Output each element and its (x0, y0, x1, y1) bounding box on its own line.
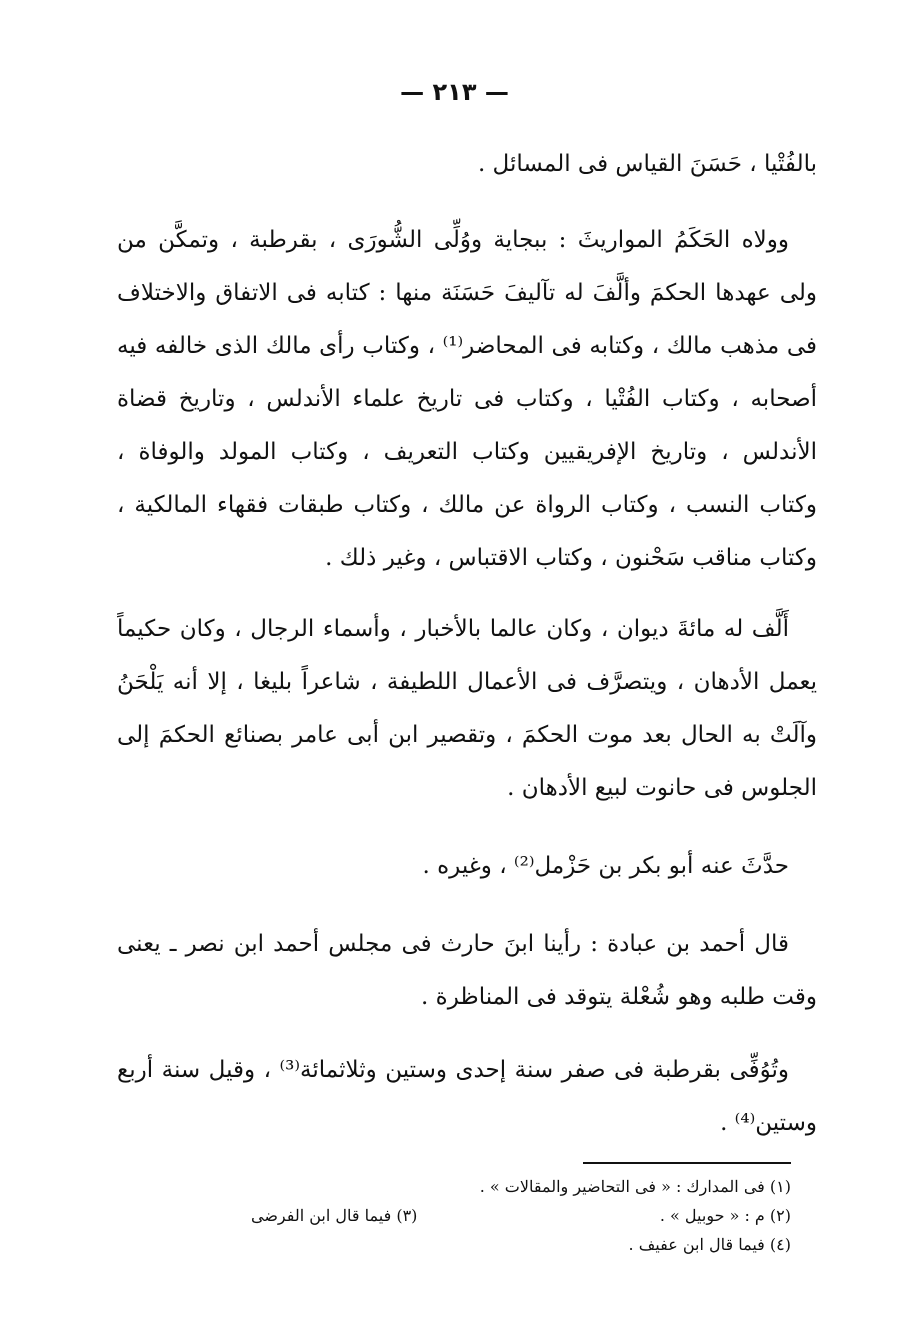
footnote-row (251, 1201, 791, 1230)
paragraph-5 (117, 918, 817, 1024)
text-line: وولاه الحَكَمُ المواريثَ : ببجاية ووُلِّى الشُّورَى ، بقرطبة ، وتمكَّن من (117, 227, 789, 253)
text-line: فى مذهب مالك ، وكتابه فى المحاضر⁽¹⁾ ، وكتاب رأى مالك الذى خالفه فيه (117, 333, 817, 359)
footnote-3: (٣) فيما قال ابن الفرضى (251, 1206, 418, 1225)
text-line: وتُوُفِّى بقرطبة فى صفر سنة إحدى وستين وثلاثمائة⁽³⁾ ، وقيل سنة أربع (117, 1057, 789, 1083)
text-line: وستين⁽⁴⁾ . (720, 1110, 817, 1136)
paragraph-2 (117, 214, 817, 585)
footnote-divider (583, 1162, 791, 1164)
text-line: حدَّثَ عنه أبو بكر بن حَزْمل⁽²⁾ ، وغيره . (422, 853, 789, 879)
text-line: وكتاب مناقب سَحْنون ، وكتاب الاقتباس ، وغير ذلك . (325, 545, 817, 571)
text-line: وكتاب النسب ، وكتاب الرواة عن مالك ، وكتاب طبقات فقهاء المالكية ، (117, 492, 817, 518)
footnote-4: (٤) فيما قال ابن عفيف . (628, 1235, 791, 1254)
paragraph-4 (117, 840, 817, 893)
text-line: أَلَّف له مائةَ ديوان ، وكان عالما بالأخبار ، وأسماء الرجال ، وكان حكيماً (117, 616, 789, 642)
text-line: الجلوس فى حانوت لبيع الأدهان . (507, 775, 817, 801)
text-line: الأندلس ، وتاريخ الإفريقيين وكتاب التعريف ، وكتاب المولد والوفاة ، (117, 439, 817, 465)
text-line: يعمل الأدهان ، ويتصرَّف فى الأعمال اللطيفة ، شاعراً بليغا ، إلا أنه يَلْحَنُ (117, 669, 817, 695)
text-line: بالفُتْيا ، حَسَنَ القياس فى المسائل . (477, 151, 817, 177)
paragraph-6 (117, 1044, 817, 1150)
text-line: وقت طلبه وهو شُعْلة يتوقد فى المناظرة . (421, 984, 817, 1010)
text-line: أصحابه ، وكتاب الفُتْيا ، وكتاب فى تاريخ علماء الأندلس ، وتاريخ قضاة (117, 386, 817, 412)
text-line: وآلَتْ به الحال بعد موت الحكمَ ، وتقصير ابن أبى عامر بصنائع الحكمَ إلى (117, 722, 817, 748)
text-line: قال أحمد بن عبادة : رأينا ابنَ حارث فى مجلس أحمد ابن نصر ـ يعنى (117, 931, 789, 957)
text-line: ولى عهدها الحكمَ وألَّفَ له تآليفَ حَسَنَة منها : كتابه فى الاتفاق والاختلاف (117, 280, 817, 306)
page-number: — ٢١٣ — (400, 78, 509, 106)
footnote-2: (٢) م : « حوبيل » . (659, 1206, 791, 1225)
footnotes (251, 1172, 791, 1259)
paragraph-1 (117, 138, 817, 191)
footnote-1: (١) فى المدارك : « فى التحاضير والمقالات » . (479, 1177, 791, 1196)
paragraph-3 (117, 603, 817, 815)
